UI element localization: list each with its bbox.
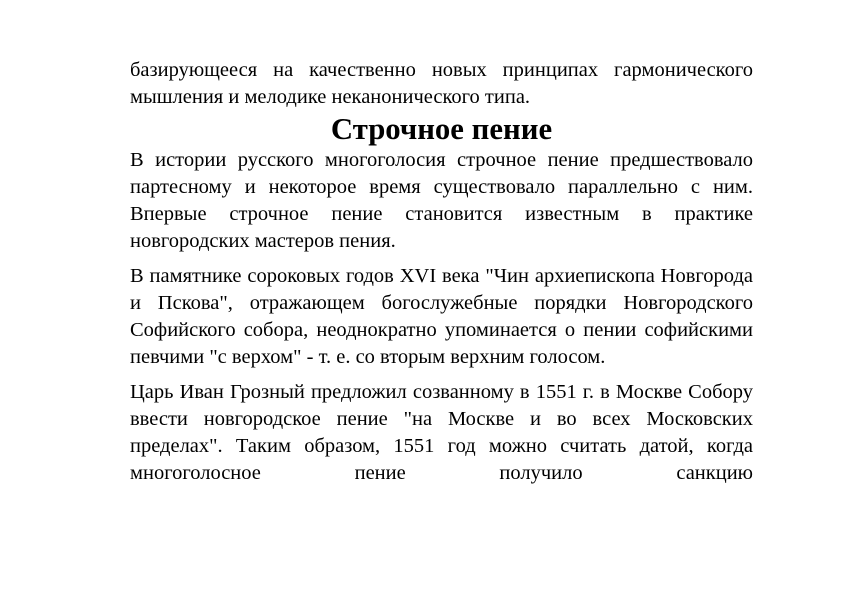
paragraph: В истории русского многоголосия строчное пение предшествовало партесному и некоторое время существовало параллельно с ним. Впервые строчное пение становится известным в практике новгородских мастеров пения. (130, 149, 753, 252)
section-heading: Строчное пение (330, 112, 553, 146)
paragraph-continuation: базирующееся на качественно новых принципах гармонического мышления и мелодике неканонического типа. (130, 59, 753, 108)
paragraph: В памятнике сороковых годов XVI века "Чин архиепископа Новгорода и Пскова", отражающем богослужебные порядки Новгородского Софийского собора, неоднократно упоминается о пении софийскими певчими "с верхом" - т. е. со вторым верхним голосом. (130, 265, 753, 368)
paragraph: Царь Иван Грозный предложил созванному в 1551 г. в Москве Собору ввести новгородское пение "на Москве и во всех Московских пределах". Таким образом, 1551 год можно считать датой, когда многоголосное пение получило санкцию (130, 381, 753, 484)
document-page (130, 57, 753, 487)
